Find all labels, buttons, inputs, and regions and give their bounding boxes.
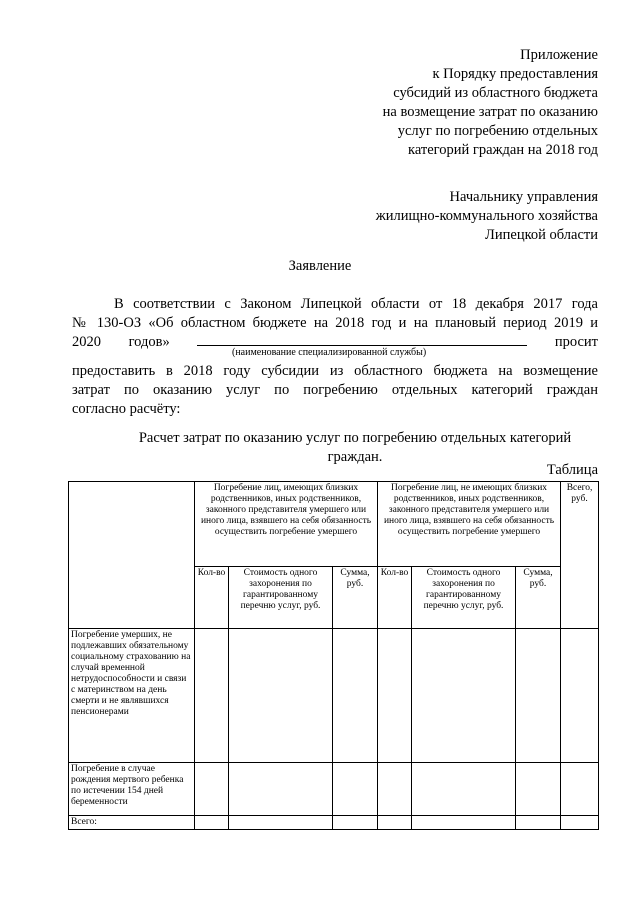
table-cell xyxy=(333,816,378,830)
body-line: предоставить в 2018 году субсидии из областного бюджета на возмещение xyxy=(72,363,598,379)
table-cell xyxy=(412,629,516,763)
subheader-sum: Сумма, руб. xyxy=(516,567,561,629)
subheader-qty: Кол-во xyxy=(378,567,412,629)
table-header-row xyxy=(69,482,599,567)
appendix-line: категорий граждан на 2018 год xyxy=(408,142,598,158)
table-label: Таблица xyxy=(546,462,598,478)
table-cell xyxy=(195,629,229,763)
table-cell xyxy=(516,629,561,763)
table-cell xyxy=(333,629,378,763)
appendix-line: к Порядку предоставления xyxy=(432,66,598,82)
table-cell xyxy=(333,763,378,816)
table-header-empty-cell xyxy=(69,482,195,629)
document-title: Заявление xyxy=(288,258,352,274)
body-line: В соответствии с Законом Липецкой области от 18 декабря 2017 года xyxy=(114,296,598,312)
body-line-start: 2020 годов» xyxy=(72,334,170,350)
addressee-line: Липецкой области xyxy=(485,227,598,243)
table-row xyxy=(69,763,599,816)
subheader-cost: Стоимость одного захоронения по гарантированному перечню услуг, руб. xyxy=(412,567,516,629)
table-cell xyxy=(229,816,333,830)
subheader-cost: Стоимость одного захоронения по гарантированному перечню услуг, руб. xyxy=(229,567,333,629)
appendix-line: услуг по погребению отдельных xyxy=(397,123,598,139)
header-group-without-relatives: Погребение лиц, не имеющих близких родственников, иных родственников, законного представителя умершего или иного лица, взявшего на себя обязанность осуществить погребение умершего xyxy=(378,482,561,567)
header-total: Всего, руб. xyxy=(561,482,599,629)
calculation-title-line: граждан. xyxy=(327,449,383,465)
table-cell xyxy=(412,763,516,816)
table-cell xyxy=(378,629,412,763)
table-cell xyxy=(195,763,229,816)
row-label: Всего: xyxy=(69,816,195,830)
appendix-line: субсидий из областного бюджета xyxy=(393,85,598,101)
table-cell xyxy=(378,763,412,816)
table-cell xyxy=(561,763,599,816)
appendix-line: Приложение xyxy=(520,47,598,63)
appendix-line: на возмещение затрат по оказанию xyxy=(382,104,598,120)
service-caption: (наименование специализированной службы) xyxy=(232,347,427,358)
table-cell xyxy=(412,816,516,830)
table-cell xyxy=(561,629,599,763)
body-line-end: просит xyxy=(554,334,598,350)
table-cell xyxy=(229,763,333,816)
table-cell xyxy=(195,816,229,830)
service-name-blank xyxy=(197,334,527,346)
table-cell xyxy=(229,629,333,763)
appendix-block xyxy=(383,46,598,160)
row-label: Погребение умерших, не подлежавших обязательному социальному страхованию на случай временной нетрудоспособности и связи с материнством на день смерти и не являвшихся пенсионерами xyxy=(69,629,195,763)
subheader-sum: Сумма, руб. xyxy=(333,567,378,629)
body-line: затрат по оказанию услуг по погребению отдельных категорий граждан xyxy=(72,382,598,398)
addressee-line: жилищно-коммунального хозяйства xyxy=(375,208,598,224)
body-line: № 130-ОЗ «Об областном бюджете на 2018 год и на плановый период 2019 и xyxy=(72,315,598,331)
header-group-with-relatives: Погребение лиц, имеющих близких родственников, иных родственников, законного представителя умершего или иного лица, взявшего на себя обязанность осуществить погребение умершего xyxy=(195,482,378,567)
addressee-line: Начальнику управления xyxy=(449,189,598,205)
calculation-title-line: Расчет затрат по оказанию услуг по погребению отдельных категорий xyxy=(138,430,572,446)
table-cell xyxy=(561,816,599,830)
table-row xyxy=(69,629,599,763)
row-label: Погребение в случае рождения мертвого ребенка по истечении 154 дней беременности xyxy=(69,763,195,816)
table-cell xyxy=(516,816,561,830)
table-total-row xyxy=(69,816,599,830)
table-cell xyxy=(516,763,561,816)
addressee-block xyxy=(376,188,598,245)
subheader-qty: Кол-во xyxy=(195,567,229,629)
table-cell xyxy=(378,816,412,830)
body-line: согласно расчёту: xyxy=(72,401,181,417)
calculation-table xyxy=(68,481,599,830)
